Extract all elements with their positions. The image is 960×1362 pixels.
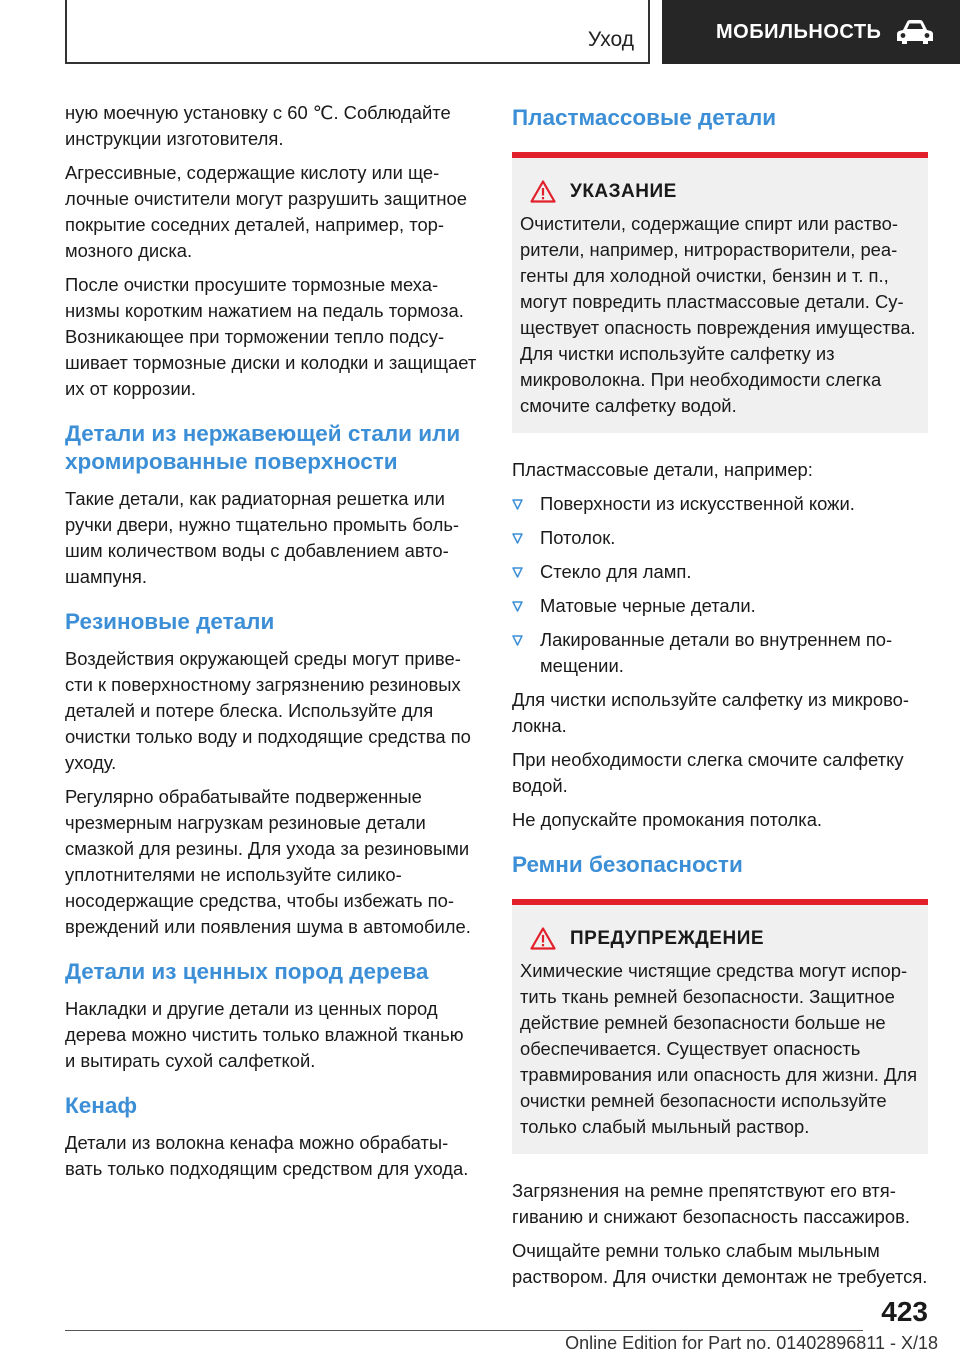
notice-box xyxy=(512,152,928,433)
notice-text: Очистители, содержащие спирт или растворители, например, нитрорастворители, реагенты для холодной очистки, бензин и т. п., могут повредить пластмассовые детали. Существует опасность повреждения имущества. Для чистки используйте салфетку из микроволокна. При необходимости слегка смочите салфетку водой. xyxy=(520,213,916,416)
list-item xyxy=(512,593,928,619)
paragraph: Не допускайте промокания потолка. xyxy=(512,809,823,830)
list-item-text: Матовые черные детали. xyxy=(540,595,756,616)
warning-header xyxy=(530,927,918,950)
list-item xyxy=(512,559,928,585)
car-icon xyxy=(895,17,935,47)
chapter-title: МОБИЛЬНОСТЬ xyxy=(716,20,882,43)
bullet-triangle-icon xyxy=(512,499,523,510)
warning-title: ПРЕДУПРЕЖДЕНИЕ xyxy=(570,927,765,949)
list-item-text: Стекло для ламп. xyxy=(540,561,692,582)
paragraph: Очищайте ремни только слабым мыльным раствором. Для очистки демонтаж не требуется. xyxy=(512,1240,928,1287)
heading-seat-belts: Ремни безопасности xyxy=(512,852,743,877)
header-frame xyxy=(65,0,650,64)
paragraph: Регулярно обрабатывайте подверженные чрезмерным нагрузкам резиновые детали смазкой для резины. Для ухода за резиновыми уплотнителями не используйте силиконосодержащие средства, чтобы избежать повреждений или появления шума в автомобиле. xyxy=(65,786,471,937)
heading-kenaf: Кенаф xyxy=(65,1093,138,1118)
bullet-triangle-icon xyxy=(512,567,523,578)
paragraph: Воздействия окружающей среды могут привести к поверхностному загрязнению резиновых деталей и потере блеска. Используйте для очистки только воду и подходящие средства по уходу. xyxy=(65,648,471,773)
heading-rubber-parts: Резиновые детали xyxy=(65,609,275,634)
heading-wood-parts: Детали из ценных пород дерева xyxy=(65,959,429,984)
warning-triangle-icon xyxy=(530,180,556,203)
left-column xyxy=(65,100,477,1190)
paragraph: Такие детали, как радиаторная решетка или ручки двери, нужно тщательно промыть большим количеством воды с добавлением автошампуня. xyxy=(65,488,460,587)
list-item xyxy=(512,627,928,679)
list-item-text: Потолок. xyxy=(540,527,616,548)
bullet-triangle-icon xyxy=(512,533,523,544)
paragraph: Пластмассовые детали, например: xyxy=(512,459,813,480)
bullet-triangle-icon xyxy=(512,635,523,646)
warning-text: Химические чистящие средства могут испортить ткань ремней безопасности. Защитное действие ремней безопасности больше не обеспечивается. Существует опасность травмирования или опасность для жизни. Для очистки ремней безопасности используйте только слабый мыльный раствор. xyxy=(520,960,918,1137)
footer-edition: Online Edition for Part no. 01402896811 - X/18 xyxy=(565,1333,938,1353)
section-title: Уход xyxy=(587,28,634,51)
list-item xyxy=(512,491,928,517)
paragraph: Для чистки используйте салфетку из микроволокна. xyxy=(512,689,909,736)
paragraph: При необходимости слегка смочите салфетку водой. xyxy=(512,749,904,796)
paragraph: Загрязнения на ремне препятствуют его втягиванию и снижают безопасность пассажиров. xyxy=(512,1180,910,1227)
notice-header xyxy=(530,180,918,203)
list-item-text: Лакированные детали во внутреннем помещении. xyxy=(540,629,893,676)
bullet-triangle-icon xyxy=(512,601,523,612)
chapter-tab xyxy=(662,0,960,64)
paragraph: Детали из волокна кенафа можно обрабатывать только подходящим средством для ухода. xyxy=(65,1132,469,1179)
footer-divider xyxy=(65,1330,863,1331)
heading-plastic-parts: Пластмассовые детали xyxy=(512,105,777,130)
paragraph: После очистки просушите тормозные механизмы коротким нажатием на педаль тормоза. Возникающее при торможении тепло подсушивает тормозные диски и колодки и защищает их от коррозии. xyxy=(65,274,477,399)
list-item-text: Поверхности из искусственной кожи. xyxy=(540,493,855,514)
warning-box xyxy=(512,899,928,1154)
heading-stainless-steel: Детали из нержавеющей стали или хромированные поверхности xyxy=(65,421,461,474)
list-item xyxy=(512,525,928,551)
warning-triangle-icon xyxy=(530,927,556,950)
right-column xyxy=(512,100,928,1298)
page-number: 423 xyxy=(881,1296,928,1327)
paragraph: ную моечную установку с 60 ℃. Соблюдайте инструкции изготовителя. xyxy=(65,102,451,149)
notice-title: УКАЗАНИЕ xyxy=(570,180,677,202)
paragraph: Агрессивные, содержащие кислоту или щелочные очистители могут разрушить защитное покрытие соседних деталей, например, тормозного диска. xyxy=(65,162,468,261)
paragraph: Накладки и другие детали из ценных пород дерева можно чистить только влажной тканью и вытирать сухой салфеткой. xyxy=(65,998,464,1071)
